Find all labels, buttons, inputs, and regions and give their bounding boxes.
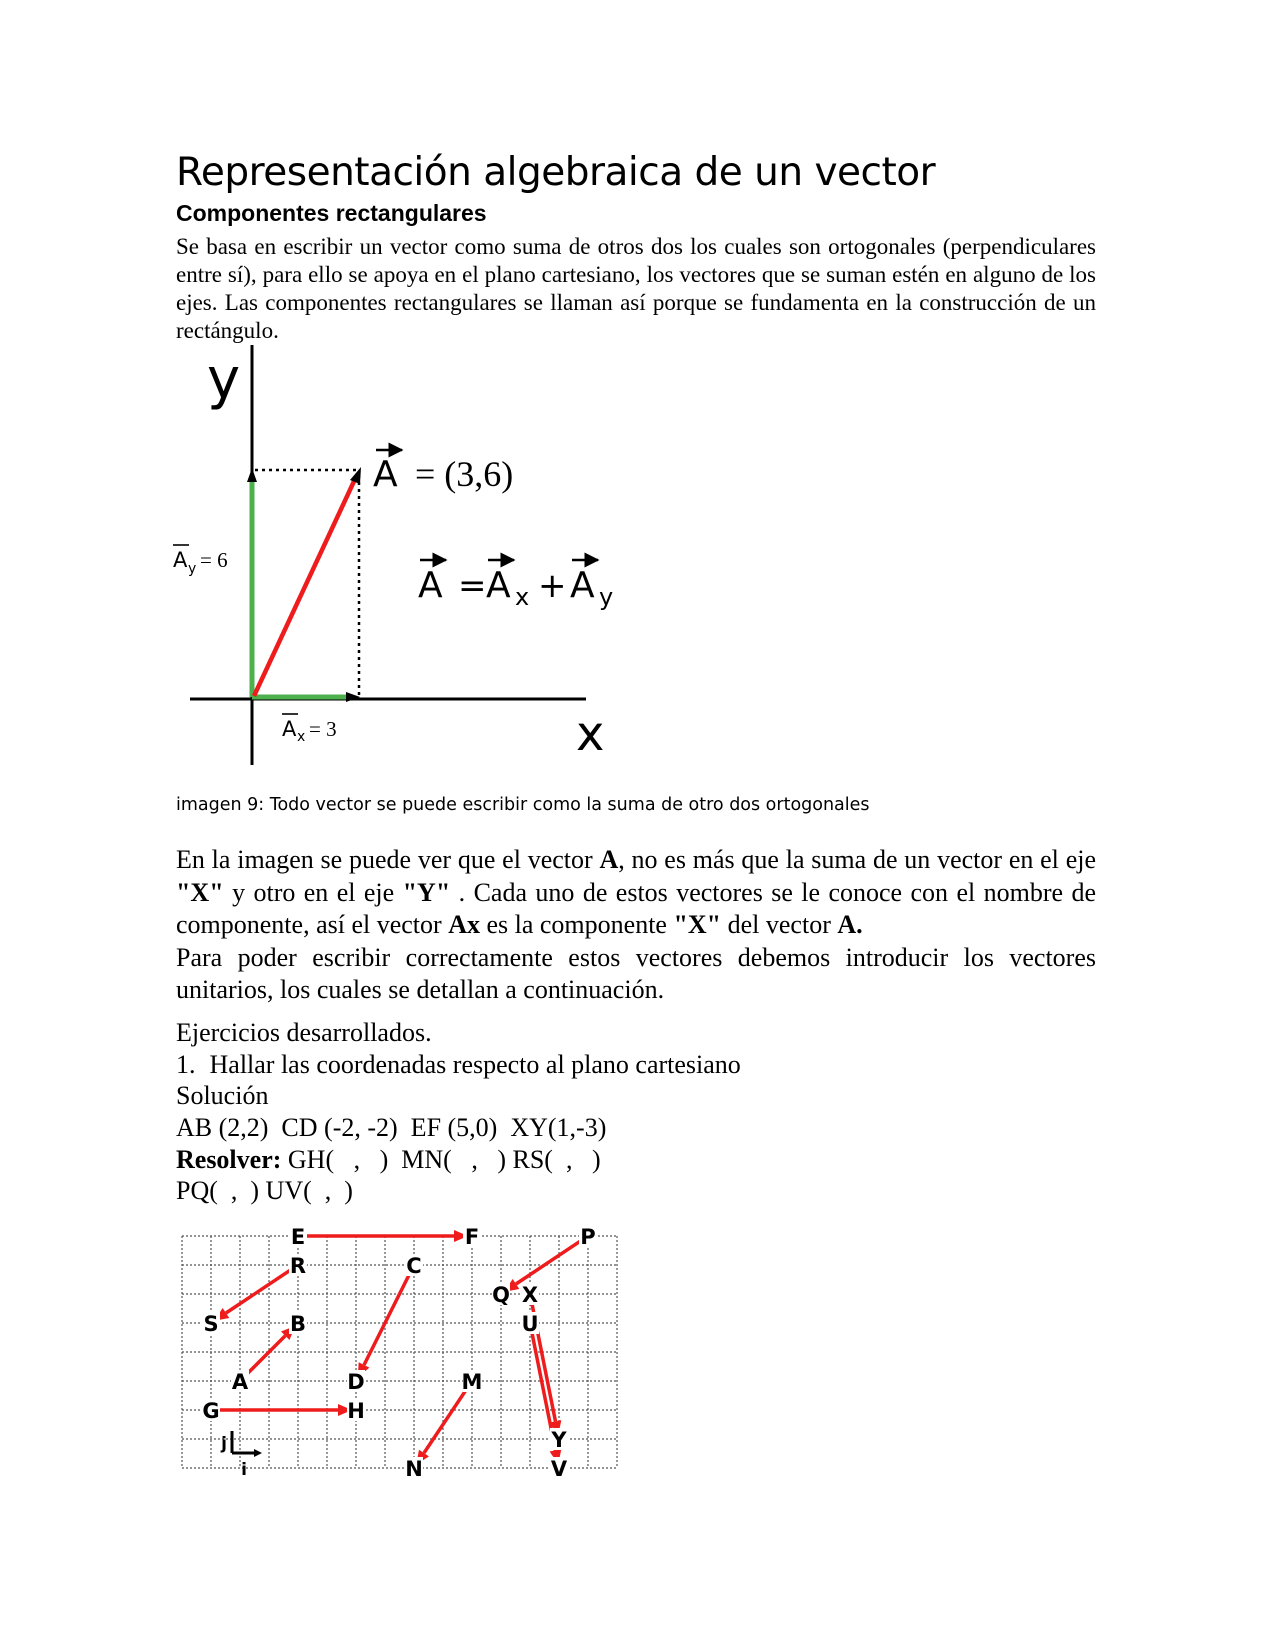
point-label-B: B bbox=[289, 1312, 307, 1336]
para-bold: Ax bbox=[448, 910, 480, 939]
para-text: . Cada uno de estos vectores se le conoce con el nombre de componente, así el vector bbox=[176, 877, 1096, 939]
point-label-S: S bbox=[203, 1312, 219, 1336]
vector-value: = (3,6) bbox=[415, 454, 514, 494]
sum-ay: A bbox=[570, 565, 595, 606]
sum-a: A bbox=[418, 565, 443, 606]
ax-sub: x bbox=[297, 729, 306, 745]
point-label-C: C bbox=[406, 1254, 422, 1278]
vector-label: A bbox=[373, 454, 398, 495]
solution-answers: AB (2,2) CD (-2, -2) EF (5,0) XY(1,-3) bbox=[176, 1113, 607, 1142]
sum-ay-sub: y bbox=[599, 583, 614, 611]
point-label-R: R bbox=[289, 1254, 307, 1278]
point-label-H: H bbox=[347, 1399, 365, 1423]
unit-i-arrowhead bbox=[254, 1449, 262, 1457]
explanation-paragraph bbox=[176, 844, 1096, 1007]
point-label-D: D bbox=[347, 1370, 365, 1394]
intro-paragraph: Se basa en escribir un vector como suma de otros dos los cuales son ortogonales (perpendiculares entre sí), para ello se apoya en el plano cartesiano, los vectores que se suman estén en alguno de los ejes. Las componentes rectangulares se llaman así porque se fundamenta en la construcción de un rectángulo. bbox=[176, 234, 1096, 343]
para-bold: A. bbox=[837, 910, 863, 939]
ax-value: = 3 bbox=[309, 717, 337, 741]
sum-plus: + bbox=[538, 566, 567, 606]
para-text: En la imagen se puede ver que el vector bbox=[176, 845, 600, 874]
point-label-P: P bbox=[580, 1225, 596, 1249]
ax-label: A bbox=[282, 717, 297, 741]
unit-i-label: i bbox=[241, 1460, 247, 1480]
para-text: , no es más que la suma de un vector en el eje bbox=[618, 845, 1096, 874]
exercises-heading: Ejercicios desarrollados. bbox=[176, 1018, 432, 1047]
para-text: del vector bbox=[721, 910, 838, 939]
vector-components-figure bbox=[160, 345, 620, 762]
sum-ax-sub: x bbox=[515, 583, 530, 611]
section-subtitle: Componentes rectangulares bbox=[176, 200, 487, 226]
para-bold: "X" bbox=[176, 877, 224, 907]
point-label-V: V bbox=[550, 1457, 568, 1481]
ay-sub: y bbox=[188, 561, 197, 577]
figure-caption: imagen 9: Todo vector se puede escribir como la suma de otro dos ortogonales bbox=[176, 795, 870, 815]
point-label-X: X bbox=[521, 1283, 539, 1307]
vector-MN bbox=[424, 1386, 469, 1453]
x-axis-label: x bbox=[576, 706, 605, 762]
resolve-line bbox=[176, 1145, 601, 1175]
para-text: es la componente bbox=[479, 910, 674, 939]
item-number: 1. bbox=[176, 1050, 196, 1079]
point-label-M: M bbox=[461, 1370, 483, 1394]
vector-grid-figure bbox=[178, 1225, 618, 1481]
sum-ax: A bbox=[486, 565, 511, 606]
vector-AB bbox=[244, 1336, 285, 1377]
solution-label: Solución bbox=[176, 1081, 269, 1110]
y-axis-label: y bbox=[207, 347, 241, 412]
vector-a bbox=[254, 477, 356, 696]
point-label-N: N bbox=[405, 1457, 423, 1481]
point-label-Y: Y bbox=[551, 1428, 567, 1452]
para-text: y otro en el eje bbox=[223, 877, 403, 907]
resolve-items: GH( , ) MN( , ) RS( , ) bbox=[281, 1145, 601, 1174]
point-label-F: F bbox=[464, 1225, 480, 1249]
resolve-label: Resolver: bbox=[176, 1145, 282, 1174]
resolve-line-2: PQ( , ) UV( , ) bbox=[176, 1176, 353, 1205]
para-bold: "X" bbox=[673, 910, 722, 939]
page-title: Representación algebraica de un vector bbox=[176, 150, 936, 195]
vector-PQ bbox=[516, 1239, 583, 1284]
para-text: Para poder escribir correctamente estos vectores debemos introducir los vectores unitarios, los cuales se detallan a continuación. bbox=[176, 942, 1096, 1004]
vector-RS bbox=[226, 1268, 293, 1313]
point-label-E: E bbox=[290, 1225, 306, 1249]
point-label-A: A bbox=[231, 1370, 249, 1394]
ay-label: A bbox=[173, 548, 188, 572]
sum-equals: = bbox=[458, 566, 487, 606]
point-label-Q: Q bbox=[492, 1283, 510, 1307]
para-bold: A bbox=[599, 845, 619, 874]
para-bold: "Y" bbox=[402, 877, 451, 907]
point-label-U: U bbox=[521, 1312, 539, 1336]
ay-value: = 6 bbox=[200, 548, 228, 572]
item-text: Hallar las coordenadas respecto al plano cartesiano bbox=[209, 1050, 741, 1079]
exercise-item bbox=[176, 1050, 741, 1080]
unit-j-label: j bbox=[221, 1434, 227, 1454]
point-label-G: G bbox=[202, 1399, 220, 1423]
vector-CD bbox=[364, 1270, 411, 1365]
